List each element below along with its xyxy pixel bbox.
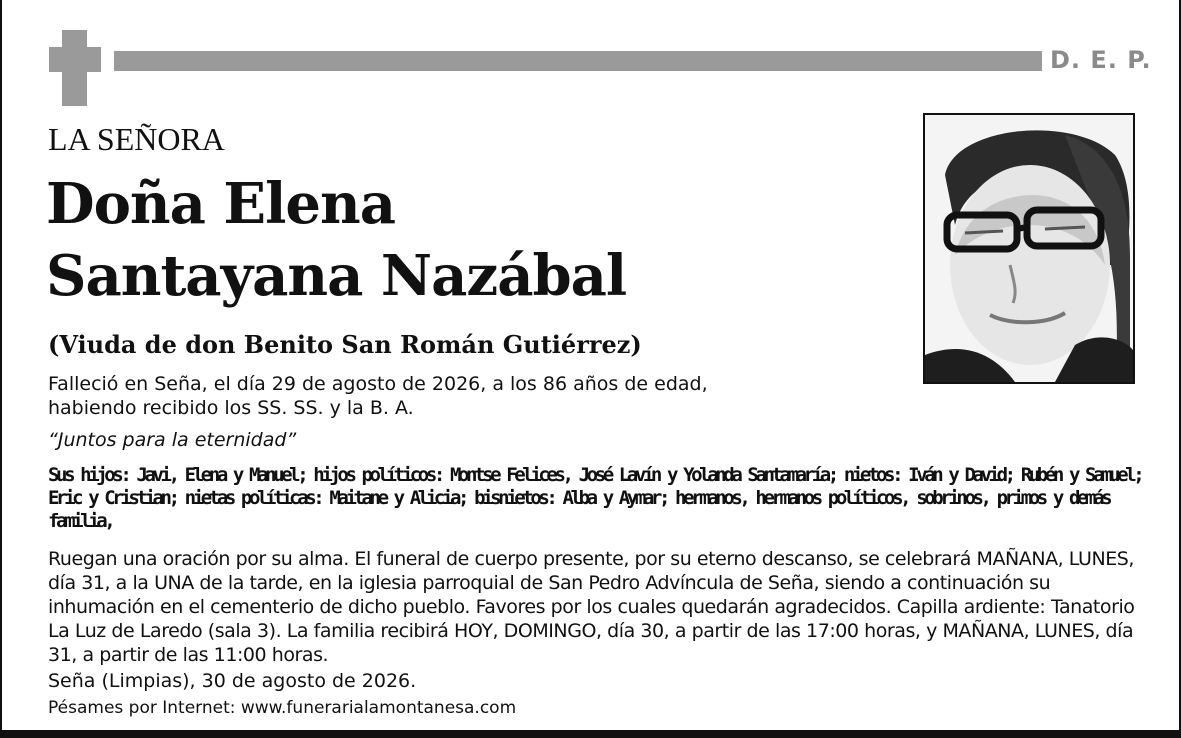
cross-icon-bar	[49, 47, 101, 72]
place-date: Seña (Limpias), 30 de agosto de 2026.	[48, 670, 417, 692]
death-details	[48, 372, 898, 420]
deceased-name-line2: Santayana Nazábal	[46, 243, 627, 309]
widow-of: (Viuda de don Benito San Román Gutiérrez)	[48, 330, 642, 359]
condolences-website: Pésames por Internet: www.funerarialamontanesa.com	[48, 698, 517, 718]
deceased-name	[46, 168, 626, 312]
deceased-name-line1: Doña Elena	[46, 171, 395, 237]
honorific-title: LA SEÑORA	[48, 121, 225, 157]
dep-label: D. E. P.	[1050, 46, 1152, 74]
funeral-details: Ruegan una oración por su alma. El funeral de cuerpo presente, por su eterno descanso, se celebrará MAÑANA, LUNES, día 31, a la UNA de la tarde, en la iglesia parroquial de San Pedro Advíncula de Seña, siendo a continuación su inhumación en el cementerio de dicho pueblo. Favores por los cuales quedarán agradecidos. Capilla ardiente: Tanatorio La Luz de Laredo (sala 3). La familia recibirá HOY, DOMINGO, día 30, a partir de las 17:00 horas, y MAÑANA, LUNES, día 31, a partir de las 11:00 horas.	[48, 548, 1135, 666]
family-list: Sus hijos: Javi, Elena y Manuel; hijos políticos: Montse Felices, José Lavín y Yolanda Santamaría; nietos: Iván y David; Rubén y Samuel; Eric y Cristian; nietas políticas: Maitane y Alicia; bisnietos: Alba y Aymar; hermanos, hermanos políticos, sobrinos, primos y demás familia,	[48, 464, 1142, 532]
portrait-icon	[925, 115, 1133, 382]
death-details-line2: habiendo recibido los SS. SS. y la B. A.	[48, 397, 414, 419]
death-details-line1: Falleció en Seña, el día 29 de agosto de 2026, a los 86 años de edad,	[48, 373, 708, 395]
header-rule	[114, 51, 1042, 71]
motto: “Juntos para la eternidad”	[48, 429, 297, 451]
portrait-photo	[923, 113, 1135, 384]
